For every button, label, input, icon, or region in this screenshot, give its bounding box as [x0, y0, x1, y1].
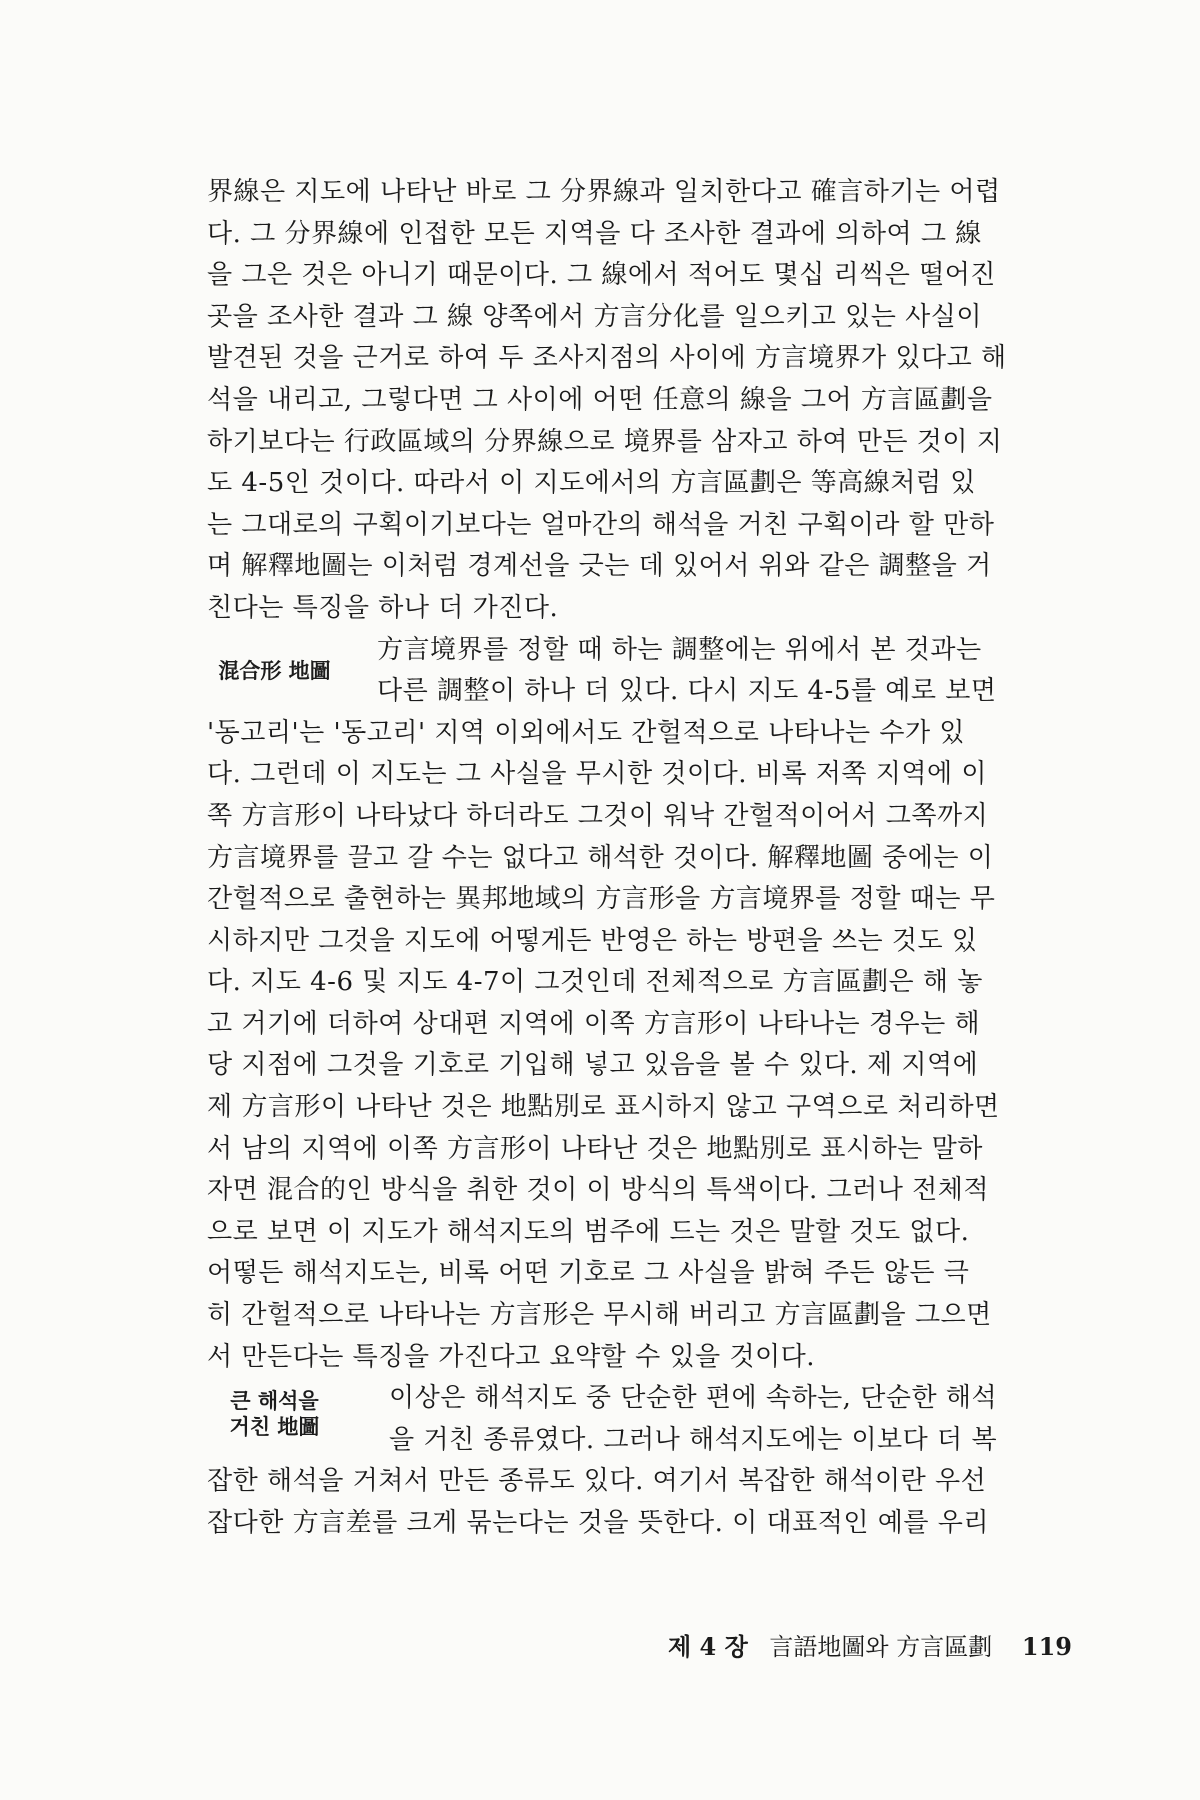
chapter-title: 言語地圖와 方言區劃 — [769, 1633, 993, 1661]
text-line: 다른 調整이 하나 더 있다. 다시 지도 4-5를 예로 보면 — [377, 676, 997, 707]
text-line: 다. 그 分界線에 인접한 모든 지역을 다 조사한 결과에 의하여 그 線 — [207, 218, 982, 249]
text-line: 界線은 지도에 나타난 바로 그 分界線과 일치한다고 確言하기는 어렵 — [207, 177, 1001, 207]
text-line: 도 4-5인 것이다. 따라서 이 지도에서의 方言區劃은 等高線처럼 있 — [207, 468, 976, 499]
text-line: 어떻든 해석지도는, 비록 어떤 기호로 그 사실을 밝혀 주든 않든 극 — [207, 1258, 970, 1289]
text-line: 친다는 특징을 하나 더 가진다. — [207, 592, 559, 623]
text-line: 발견된 것을 근거로 하여 두 조사지점의 사이에 方言境界가 있다고 해 — [207, 343, 1007, 374]
text-line: 잡다한 方言差를 크게 묶는다는 것을 뜻한다. 이 대표적인 예를 우리 — [207, 1508, 989, 1538]
text-line: 쪽 方言形이 나타났다 하더라도 그것이 워낙 간헐적이어서 그쪽까지 — [207, 800, 989, 831]
text-line: 곳을 조사한 결과 그 線 양쪽에서 方言分化를 일으키고 있는 사실이 — [207, 301, 982, 332]
text-line: 으로 보면 이 지도가 해석지도의 범주에 드는 것은 말할 것도 없다. — [207, 1216, 970, 1247]
text-line: 석을 내리고, 그렇다면 그 사이에 어떤 任意의 線을 그어 方言區劃을 — [207, 384, 993, 415]
side-heading-mixed-map: 混合形 地圖 — [218, 658, 331, 683]
text-line: '동고리'는 '동고리' 지역 이외에서도 간헐적으로 나타나는 수가 있 — [207, 717, 965, 748]
text-line: 고 거기에 더하여 상대편 지역에 이쪽 方言形이 나타나는 경우는 해 — [207, 1008, 981, 1039]
text-line: 方言境界를 정할 때 하는 調整에는 위에서 본 것과는 — [377, 634, 982, 665]
side-heading-large-interpretation — [202, 1388, 347, 1440]
text-line: 잡한 해석을 거쳐서 만든 종류도 있다. 여기서 복잡한 해석이란 우선 — [207, 1466, 987, 1497]
text-line: 이상은 해석지도 중 단순한 편에 속하는, 단순한 해석 — [389, 1383, 998, 1414]
text-line: 다. 지도 4-6 및 지도 4-7이 그것인데 전체적으로 方言區劃은 해 놓 — [207, 967, 983, 998]
text-line: 히 간헐적으로 나타나는 方言形은 무시해 버리고 方言區劃을 그으면 — [207, 1300, 992, 1331]
page-number: 119 — [1021, 1632, 1072, 1661]
text-line: 을 그은 것은 아니기 때문이다. 그 線에서 적어도 몇십 리씩은 떨어진 — [207, 260, 996, 291]
text-line: 方言境界를 끌고 갈 수는 없다고 해석한 것이다. 解釋地圖 중에는 이 — [207, 842, 994, 873]
section-mixed-map — [207, 630, 1067, 1379]
text-line: 시하지만 그것을 지도에 어떻게든 반영은 하는 방편을 쓰는 것도 있 — [207, 925, 978, 956]
text-line: 간헐적으로 출현하는 異邦地域의 方言形을 方言境界를 정할 때는 무 — [207, 884, 996, 915]
text-line: 는 그대로의 구획이기보다는 얼마간의 해석을 거친 구획이라 할 만하 — [207, 509, 995, 540]
side-heading-line: 거친 地圖 — [229, 1415, 320, 1440]
text-line: 을 거친 종류였다. 그러나 해석지도에는 이보다 더 복 — [389, 1424, 998, 1455]
paragraph-1 — [207, 172, 1067, 630]
text-line: 며 解釋地圖는 이처럼 경계선을 긋는 데 있어서 위와 같은 調整을 거 — [207, 551, 992, 582]
section-large-interpretation-map — [207, 1378, 1067, 1544]
text-line: 서 남의 지역에 이쪽 方言形이 나타난 것은 地點別로 표시하는 말하 — [207, 1133, 983, 1164]
page-footer — [668, 1632, 1072, 1662]
text-line: 당 지점에 그것을 기호로 기입해 넣고 있음을 볼 수 있다. 제 지역에 — [207, 1050, 979, 1081]
body-text — [207, 172, 1067, 1545]
chapter-label: 제 4 장 — [668, 1632, 748, 1661]
side-heading-line: 큰 해석을 — [230, 1389, 319, 1414]
text-line: 서 만든다는 특징을 가진다고 요약할 수 있을 것이다. — [207, 1341, 816, 1372]
text-line: 하기보다는 行政區域의 分界線으로 境界를 삼자고 하여 만든 것이 지 — [207, 426, 1003, 457]
text-line: 자면 混合的인 방식을 취한 것이 이 방식의 특색이다. 그러나 전체적 — [207, 1175, 989, 1206]
text-line: 제 方言形이 나타난 것은 地點別로 표시하지 않고 구역으로 처리하면 — [207, 1092, 1000, 1123]
text-line: 다. 그런데 이 지도는 그 사실을 무시한 것이다. 비록 저쪽 지역에 이 — [207, 759, 987, 790]
